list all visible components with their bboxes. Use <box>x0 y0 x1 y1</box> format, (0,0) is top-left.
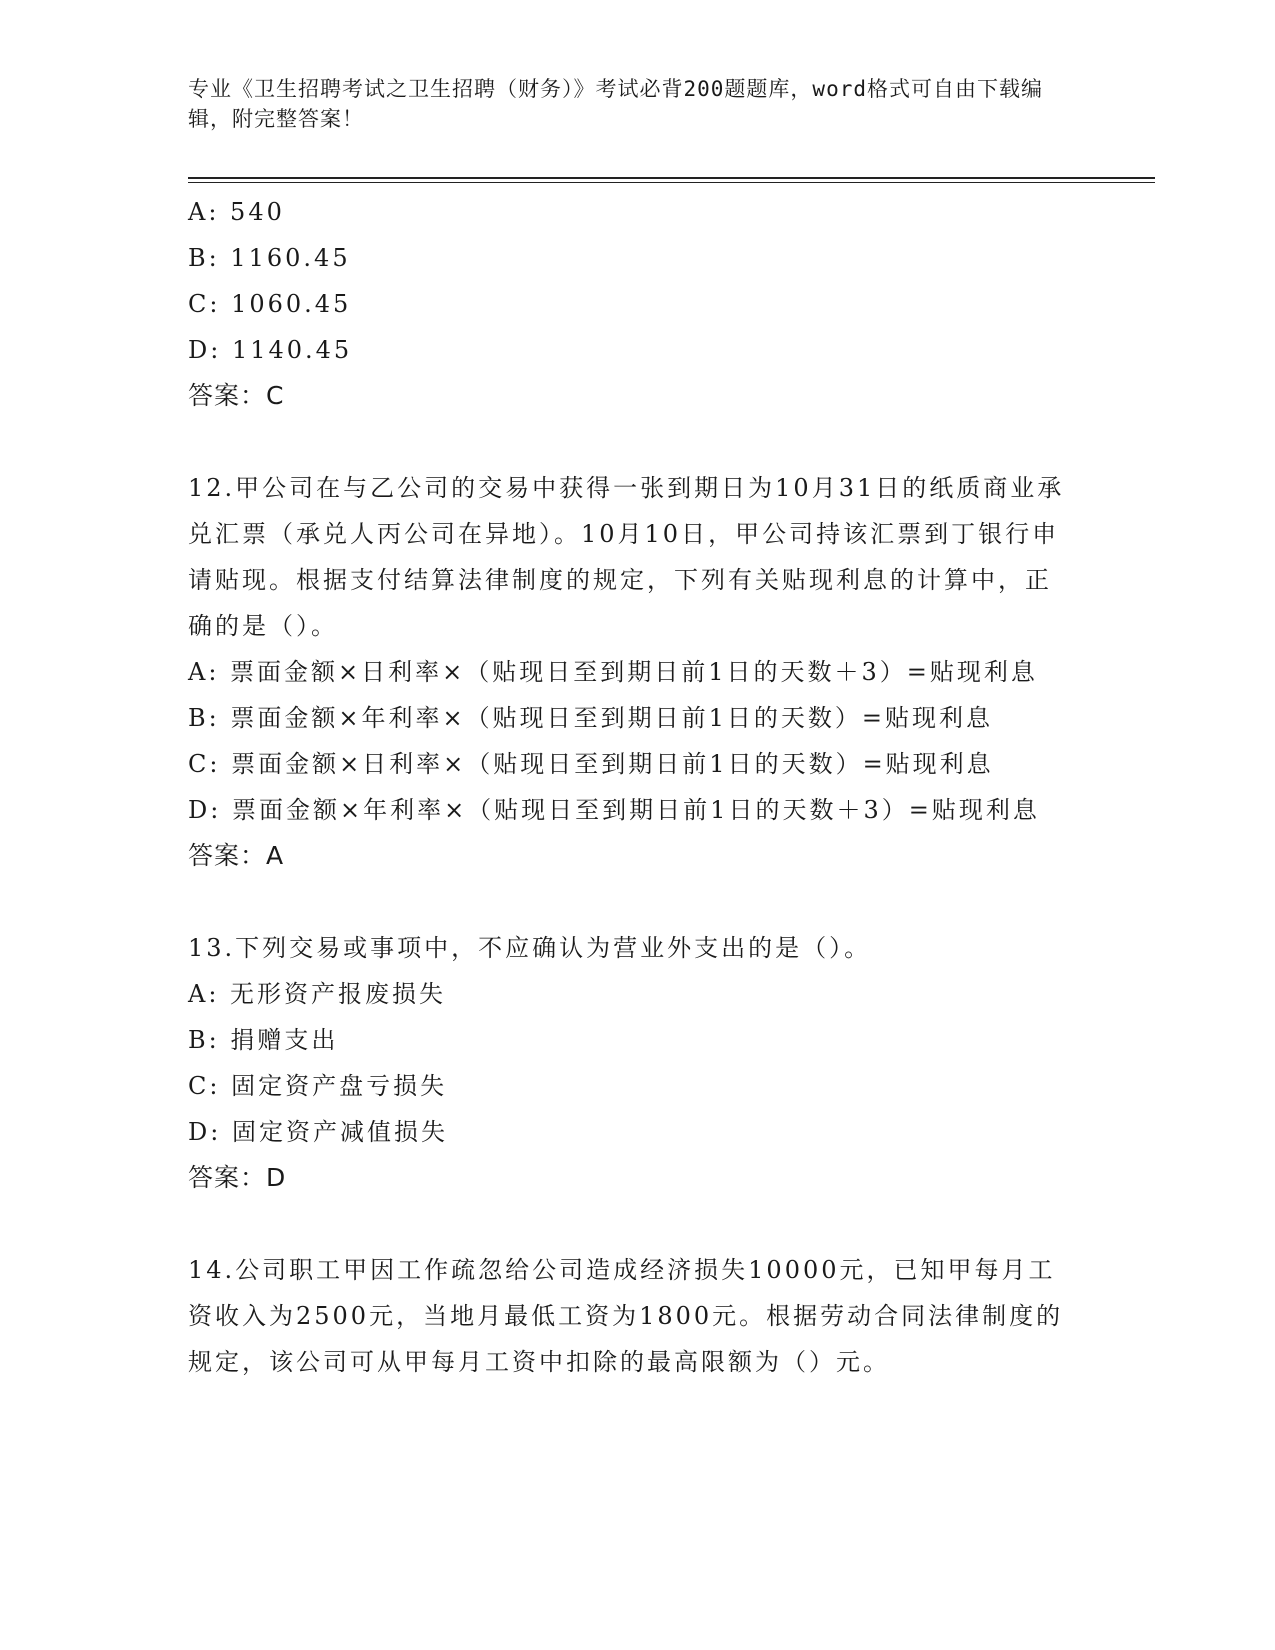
spacer <box>188 419 1088 465</box>
option-d: D: 票面金额×年利率×（贴现日至到期日前1日的天数＋3）=贴现利息 <box>188 796 1040 824</box>
option-b: B: 1160.45 <box>188 244 351 272</box>
question-stem: 13.下列交易或事项中，不应确认为营业外支出的是（）。 <box>188 934 872 962</box>
option-a: A: 无形资产报废损失 <box>188 980 447 1008</box>
option-c: C: 票面金额×日利率×（贴现日至到期日前1日的天数）=贴现利息 <box>188 750 994 778</box>
header-divider-thick <box>188 177 1155 179</box>
question-stem: 14.公司职工甲因工作疏忽给公司造成经济损失10000元，已知甲每月工资收入为2500元，当地月最低工资为1800元。根据劳动合同法律制度的规定，该公司可从甲每月工资中扣除的最高限额为（）元。 <box>188 1256 1064 1376</box>
option-b: B: 票面金额×年利率×（贴现日至到期日前1日的天数）=贴现利息 <box>188 704 993 732</box>
option-c: C: 固定资产盘亏损失 <box>188 1072 448 1100</box>
answer-line: 答案：D <box>188 1163 287 1192</box>
question-14-block <box>188 1247 1088 1385</box>
spacer <box>188 879 1088 925</box>
option-a: A: 540 <box>188 198 285 226</box>
question-content <box>188 189 1088 1385</box>
question-12-block <box>188 465 1088 879</box>
question-13-block <box>188 925 1088 1201</box>
answer-line: 答案：A <box>188 841 285 870</box>
previous-question-block <box>188 189 1088 419</box>
option-b: B: 捐赠支出 <box>188 1026 339 1054</box>
answer-line: 答案：C <box>188 381 285 410</box>
spacer <box>188 1201 1088 1247</box>
page-header: 专业《卫生招聘考试之卫生招聘（财务）》考试必背200题题库，word格式可自由下载编辑，附完整答案！ <box>188 77 1043 131</box>
option-d: D: 1140.45 <box>188 336 353 364</box>
question-stem: 12.甲公司在与乙公司的交易中获得一张到期日为10月31日的纸质商业承兑汇票（承兑人丙公司在异地）。10月10日，甲公司持该汇票到丁银行申请贴现。根据支付结算法律制度的规定，下列有关贴现利息的计算中，正确的是（）。 <box>188 474 1065 640</box>
header-divider-thin <box>188 182 1155 183</box>
option-a: A: 票面金额×日利率×（贴现日至到期日前1日的天数＋3）=贴现利息 <box>188 658 1038 686</box>
option-c: C: 1060.45 <box>188 290 352 318</box>
option-d: D: 固定资产减值损失 <box>188 1118 448 1146</box>
